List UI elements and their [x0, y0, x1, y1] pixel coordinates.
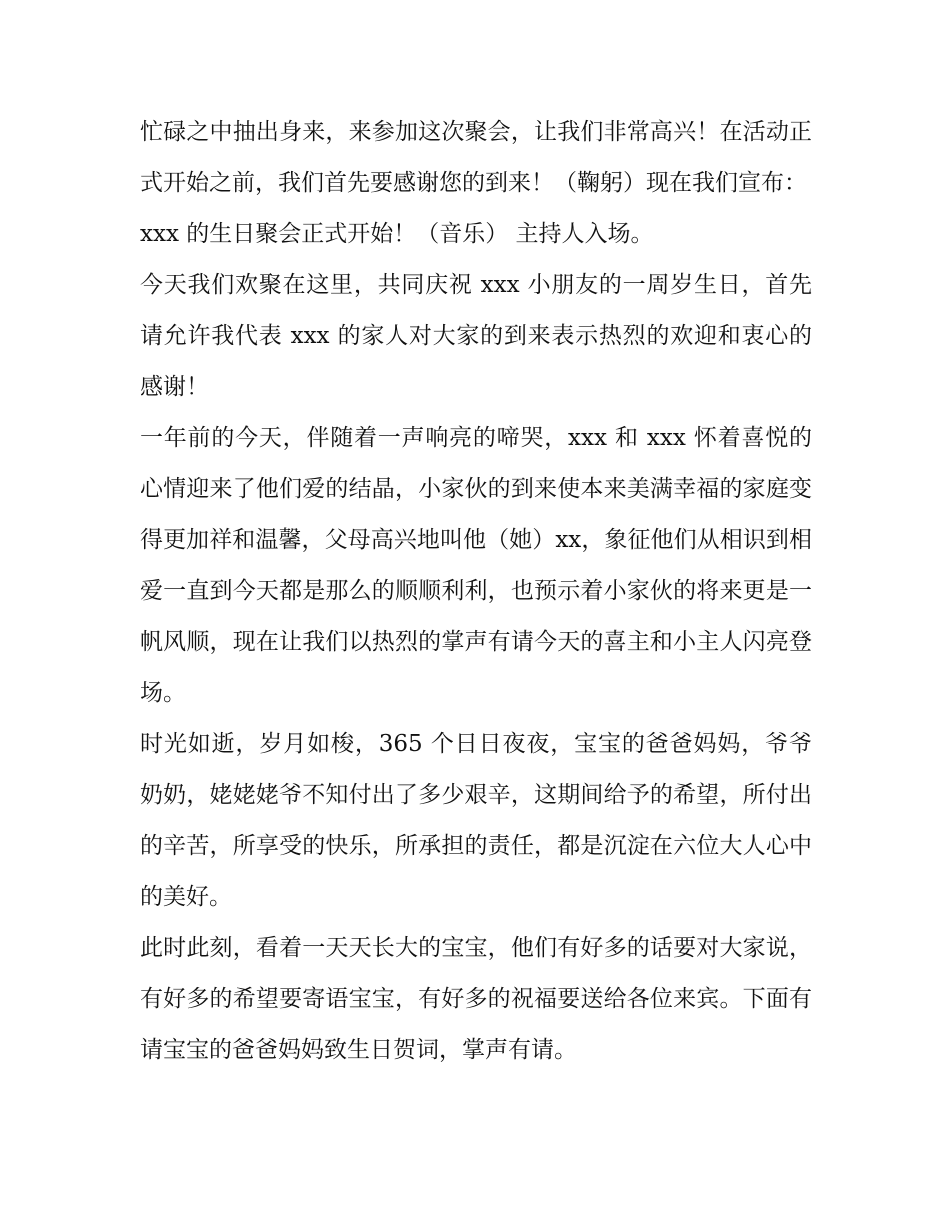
paragraph-opening: 忙碌之中抽出身来，来参加这次聚会，让我们非常高兴！在活动正式开始之前，我们首先要感谢您的到来！（鞠躬）现在我们宣布： [140, 119, 812, 196]
paragraph-one-year-ago: 一年前的今天，伴随着一声响亮的啼哭，xxx 和 xxx 怀着喜悦的心情迎来了他们爱的结晶，小家伙的到来使本来美满幸福的家庭变得更加祥和温馨，父母高兴地叫他（她）xx，象征他们从相识到相爱一直到今天都是那么的顺顺利利，也预示着小家伙的将来更是一帆风顺，现在让我们以热烈的掌声有请今天的喜主和小主人闪亮登场。 [140, 425, 812, 706]
paragraph-time-flies: 时光如逝，岁月如梭，365 个日日夜夜，宝宝的爸爸妈妈，爷爷奶奶，姥姥姥爷不知付出了多少艰辛，这期间给予的希望，所付出的辛苦，所享受的快乐，所承担的责任，都是沉淀在六位大人心中的美好。 [140, 731, 812, 910]
paragraph-this-moment: 此时此刻，看着一天天长大的宝宝，他们有好多的话要对大家说，有好多的希望要寄语宝宝，有好多的祝福要送给各位来宾。下面有请宝宝的爸爸妈妈致生日贺词，掌声有请。 [140, 935, 812, 1063]
document-body [140, 107, 812, 1076]
paragraph-party-start: xxx 的生日聚会正式开始！（音乐） 主持人入场。 [140, 221, 654, 247]
paragraph-welcome: 今天我们欢聚在这里，共同庆祝 xxx 小朋友的一周岁生日，首先请允许我代表 xxx 的家人对大家的到来表示热烈的欢迎和衷心的感谢！ [140, 272, 812, 400]
